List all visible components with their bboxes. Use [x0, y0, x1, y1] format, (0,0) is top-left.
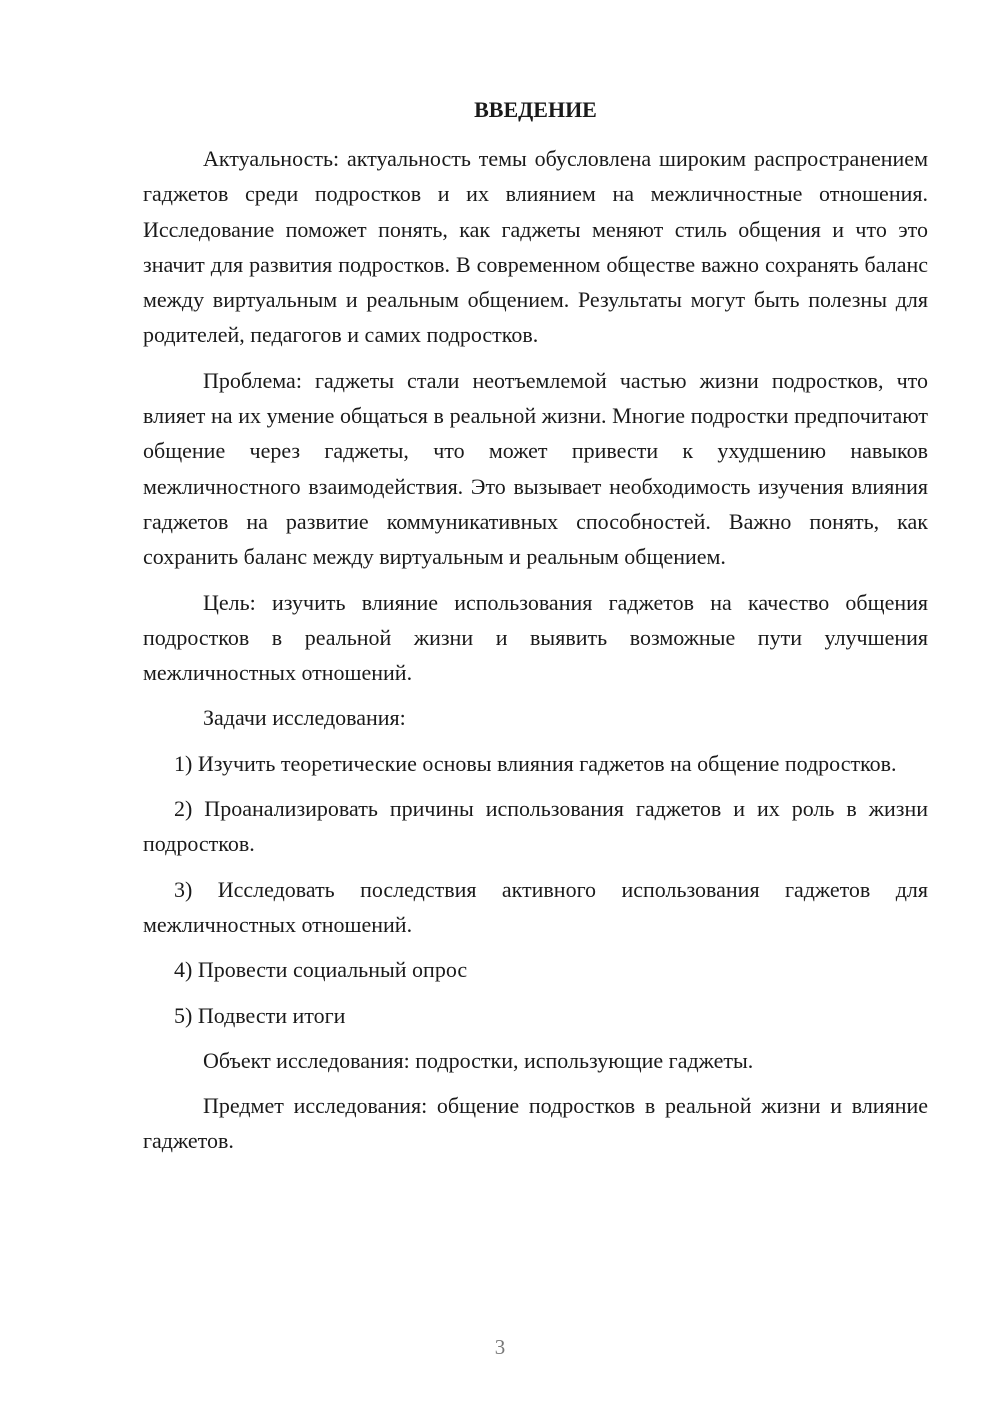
page-number: 3 [494, 1335, 506, 1359]
tasks-heading: Задачи исследования: [203, 705, 406, 731]
task-item-5: 5) Подвести итоги [174, 1002, 346, 1028]
goal-paragraph: Цель: изучить влияние использования гаджетов на качество общения подростков в реальной жизни и выявить возможные пути улучшения межличностных отношений. [143, 589, 928, 686]
object-paragraph: Объект исследования: подростки, использующие гаджеты. [203, 1047, 754, 1073]
task-item-3: 3) Исследовать последствия активного использования гаджетов для межличностных отношений. [143, 876, 928, 937]
task-item-1: 1) Изучить теоретические основы влияния гаджетов на общение подростков. [174, 750, 897, 776]
page-title: ВВЕДЕНИЕ [474, 97, 597, 122]
document-page [143, 92, 928, 1169]
subject-paragraph: Предмет исследования: общение подростков в реальной жизни и влияние гаджетов. [143, 1093, 928, 1154]
task-item-2: 2) Проанализировать причины использования гаджетов и их роль в жизни подростков. [143, 796, 928, 857]
task-item-4: 4) Провести социальный опрос [174, 957, 468, 983]
problem-paragraph: Проблема: гаджеты стали неотъемлемой частью жизни подростков, что влияет на их умение общаться в реальной жизни. Многие подростки предпочитают общение через гаджеты, что может привести к ухудшению навыков межличностного взаимодействия. Это вызывает необходимость изучения влияния гаджетов на развитие коммуникативных способностей. Важно понять, как сохранить баланс между виртуальным и реальным общением. [143, 367, 928, 570]
relevance-paragraph: Актуальность: актуальность темы обусловлена широким распространением гаджетов среди подростков и их влиянием на межличностные отношения. Исследование поможет понять, как гаджеты меняют стиль общения и что это значит для развития подростков. В современном обществе важно сохранять баланс между виртуальным и реальным общением. Результаты могут быть полезны для родителей, педагогов и самих подростков. [143, 146, 928, 348]
